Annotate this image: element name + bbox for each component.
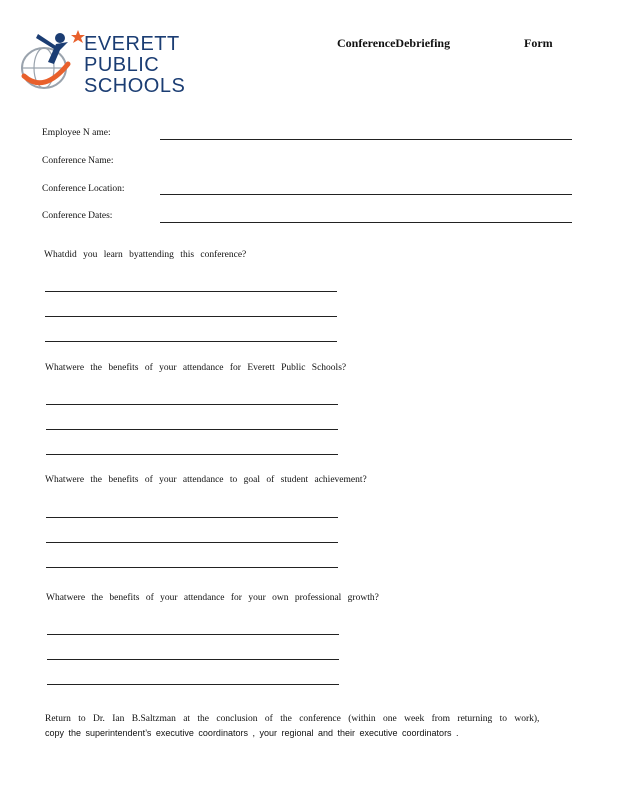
- conference-name-label: Conference Name:: [42, 156, 114, 166]
- answer-3-line-3[interactable]: [46, 567, 338, 568]
- question-4: Whatwere the benefits of your attendance for your own professional growth?: [46, 593, 379, 603]
- copy-instructions: copy the superintendent’s executive coordinators , your regional and their executive coordinators .: [45, 728, 459, 738]
- question-1: Whatdid you learn byattending this conference?: [44, 250, 247, 260]
- form-title: ConferenceDebriefing: [337, 36, 451, 50]
- answer-3-line-2[interactable]: [46, 542, 338, 543]
- conference-dates-label: Conference Dates:: [42, 211, 113, 221]
- answer-4-line-2[interactable]: [47, 659, 339, 660]
- conference-location-field[interactable]: [160, 194, 572, 195]
- answer-1-line-3[interactable]: [45, 341, 337, 342]
- answer-1-line-2[interactable]: [45, 316, 337, 317]
- conference-dates-field[interactable]: [160, 222, 572, 223]
- question-3: Whatwere the benefits of your attendance to goal of student achievement?: [45, 475, 367, 485]
- return-instructions: Return to Dr. Ian B.Saltzman at the conclusion of the conference (within one week from returning to work),: [45, 714, 540, 724]
- employee-name-label: Employee N ame:: [42, 128, 111, 138]
- answer-2-line-2[interactable]: [46, 429, 338, 430]
- employee-name-field[interactable]: [160, 139, 572, 140]
- district-logo: [18, 24, 190, 96]
- answer-3-line-1[interactable]: [46, 517, 338, 518]
- conference-location-label: Conference Location:: [42, 184, 125, 194]
- answer-2-line-3[interactable]: [46, 454, 338, 455]
- conference-name-field[interactable]: [160, 167, 572, 168]
- logo-line-2: PUBLIC: [84, 54, 160, 76]
- logo-line-1: EVERETT: [84, 33, 180, 55]
- question-2: Whatwere the benefits of your attendance for Everett Public Schools?: [45, 363, 347, 373]
- answer-4-line-3[interactable]: [47, 684, 339, 685]
- globe-figure-icon: [18, 24, 88, 96]
- logo-line-3: SCHOOLS: [84, 75, 186, 97]
- form-title-suffix: Form: [524, 36, 553, 50]
- answer-2-line-1[interactable]: [46, 404, 338, 405]
- answer-4-line-1[interactable]: [47, 634, 339, 635]
- answer-1-line-1[interactable]: [45, 291, 337, 292]
